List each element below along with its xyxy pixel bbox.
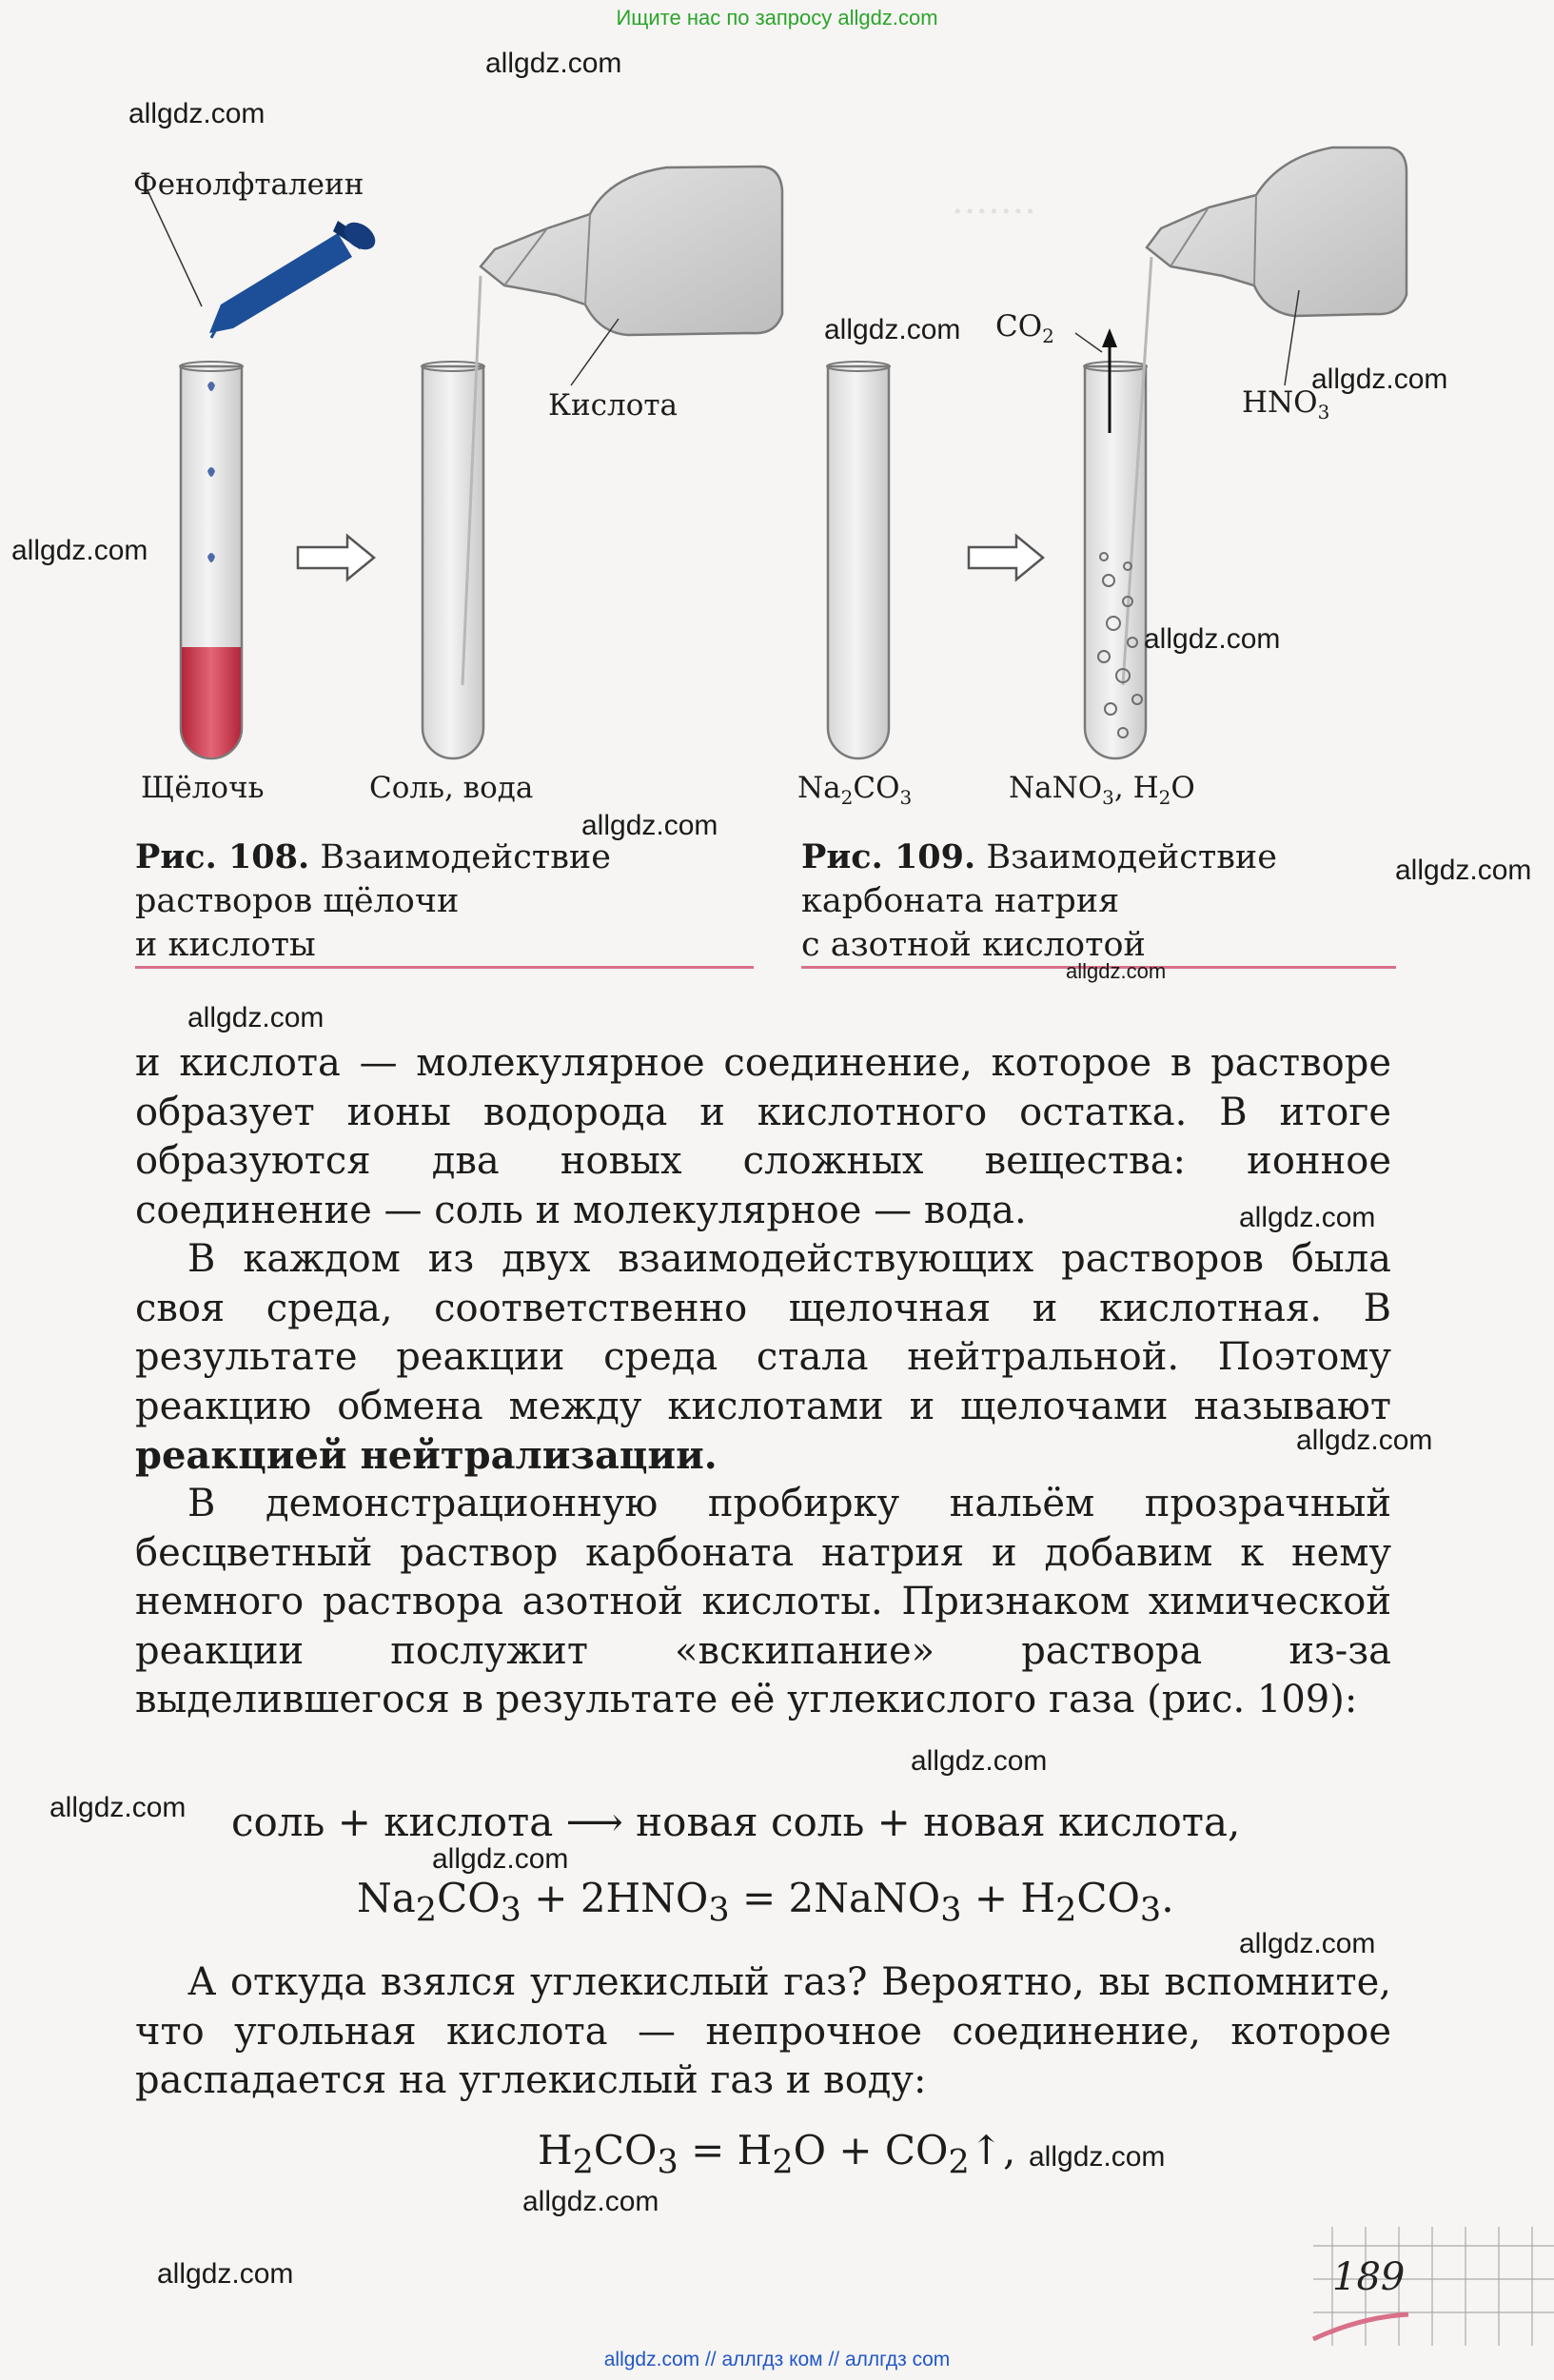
test-tube-salt-water — [422, 276, 484, 758]
caption-rule-108 — [135, 966, 754, 969]
bleed-through-decoration: ······· — [952, 190, 1037, 234]
page-number: 189 — [1332, 2255, 1406, 2299]
figure-108-number: Рис. 108. — [135, 837, 310, 876]
watermark: allgdz.com — [1311, 364, 1448, 395]
reaction-arrow-108 — [298, 536, 374, 580]
figure-109-caption: Рис. 109. Взаимодействие карбоната натрия с азотной кислотой — [801, 837, 1277, 964]
watermark: allgdz.com — [157, 2258, 294, 2290]
test-tube-bubbling — [1075, 257, 1151, 758]
term-neutralization: реакцией нейтрализации. — [135, 1433, 718, 1478]
watermark: allgdz.com — [1395, 855, 1532, 886]
top-watermark-link[interactable]: Ищите нас по запросу allgdz.com — [616, 6, 938, 30]
bottom-watermark-link[interactable]: allgdz.com // аллгдз ком // аллгдз com — [603, 2349, 951, 2370]
watermark: allgdz.com — [187, 1002, 325, 1033]
paragraph-4: А откуда взялся углекислый газ? Вероятно, вы вспомните, что угольная кислота — непрочное соединение, которое распадается на углекислый газ и воду: — [135, 1960, 1391, 2102]
watermark: allgdz.com — [485, 48, 622, 79]
label-hno3: $HNO_3$ — [1242, 385, 1330, 424]
watermark: allgdz.com — [1144, 623, 1281, 655]
paragraph-1: и кислота — молекулярное соединение, которое в растворе образует ионы водорода и кислотного остатка. В итоге образуются два новых сложных вещества: ионное соединение — соль и молекулярное — вода. — [135, 1041, 1391, 1232]
watermark: allgdz.com — [581, 810, 718, 841]
watermark: allgdz.com — [522, 2186, 659, 2217]
watermark: allgdz.com — [911, 1745, 1048, 1777]
paragraph-3: В демонстрационную пробирку нальём прозрачный бесцветный раствор карбоната натрия и добавим к нему немного раствора азотной кислоты. Признаком химической реакции послужит «вскипание» раствора из-за выделившегося в результате её углекислого газа (рис. 109): — [135, 1482, 1391, 1721]
watermark: allgdz.com — [432, 1843, 569, 1875]
reaction-scheme: соль + кислота ⟶ новая соль + новая кислота, — [231, 1799, 1241, 1845]
test-tube-sodium-carbonate — [827, 362, 890, 758]
watermark: allgdz.com — [128, 98, 266, 129]
label-salt-water: Соль, вода — [369, 771, 534, 805]
watermark: allgdz.com — [1029, 2141, 1166, 2173]
acid-bottle — [481, 167, 782, 385]
figure-108-caption: Рис. 108. Взаимодействие растворов щёлочи и кислоты — [135, 837, 611, 964]
watermark: allgdz.com — [49, 1792, 187, 1823]
label-na2co3: $Na_2CO_3$ — [797, 771, 913, 810]
label-co2: $CO_2$ — [995, 309, 1054, 348]
reaction-arrow-109 — [969, 536, 1043, 580]
watermark: allgdz.com — [1296, 1425, 1433, 1456]
watermark: allgdz.com — [1066, 959, 1167, 983]
equation-sodium-carbonate: $Na_2CO_3 + 2HNO_3$ = 2NaNO$_3$ + $H_2CO_3$. — [357, 1875, 1174, 1930]
alkali-solution-fill — [182, 647, 241, 757]
watermark: allgdz.com — [11, 535, 148, 566]
label-nano3-h2o: NaNO$_3$, $H_2O$ — [1009, 771, 1195, 810]
watermark: allgdz.com — [1239, 1202, 1376, 1233]
label-alkali: Щёлочь — [141, 771, 265, 805]
watermark: allgdz.com — [1239, 1928, 1376, 1959]
test-tube-alkali — [180, 362, 243, 758]
nitric-acid-bottle — [1147, 148, 1406, 385]
label-acid: Кислота — [548, 388, 679, 423]
equation-carbonic-acid: $H_2CO_3 = H_2O$ + $CO_2↑$, — [538, 2127, 1016, 2182]
figure-109-number: Рис. 109. — [801, 837, 976, 876]
watermark: allgdz.com — [824, 314, 961, 345]
paragraph-2: В каждом из двух взаимодействующих растворов была своя среда, соответственно щелочная и кислотная. В результате реакции среда стала нейтральной. Поэтому реакцию обмена между кислотами и щелочами называют реакцией нейтрализации. — [135, 1237, 1391, 1478]
dropper — [148, 190, 381, 338]
label-phenolphthalein: Фенолфталеин — [133, 167, 364, 202]
